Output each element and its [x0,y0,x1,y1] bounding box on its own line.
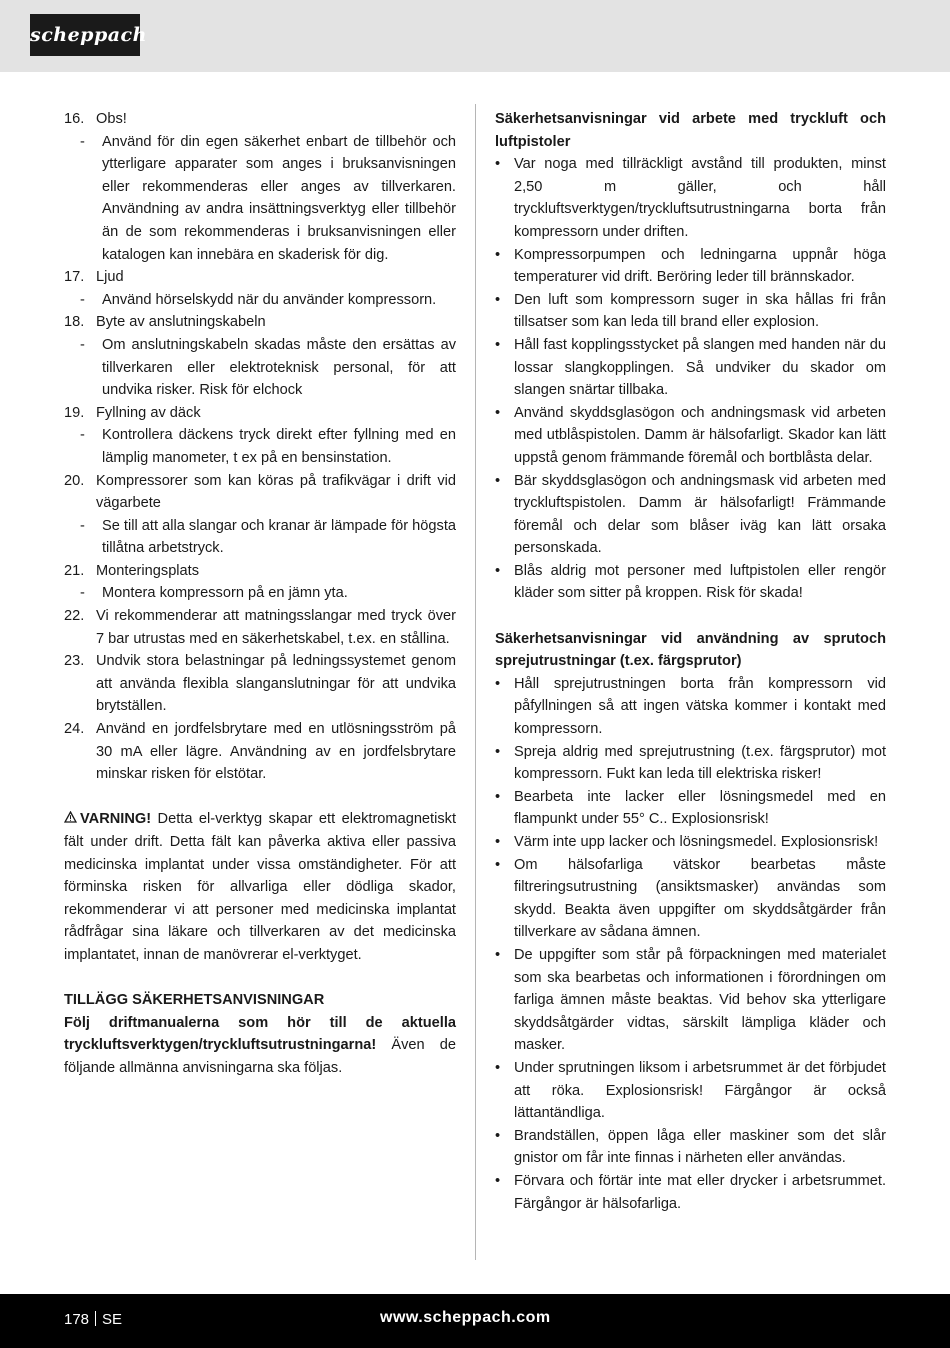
bullet-text: Bearbeta inte lacker eller lösningsmedel med en flampunkt under 55° C.. Explosionsrisk! [514,788,886,828]
sub-item-text: Montera kompressorn på en jämn yta. [102,585,348,602]
bullet-marker: • [495,856,501,873]
item-text: Byte av anslutningskabeln [96,314,266,331]
dash-marker: - [80,133,85,150]
bullet-marker: • [495,675,501,692]
sub-item [64,424,456,469]
bullet-marker: • [495,946,501,963]
numbered-item [64,650,456,718]
bullet-text: Värm inte upp lacker och lösningsmedel. Explosionsrisk! [514,834,879,850]
bullet-item [495,289,886,334]
bullet-item [495,402,886,470]
dash-marker: - [80,517,85,534]
left-column [64,108,456,1080]
bullet-marker: • [495,246,501,263]
item-text: Använd en jordfelsbrytare med en utlösningsström på 30 mA eller lägre. Användning av en jordfelsbrytare minskar risken för elstötar. [96,721,456,783]
numbered-item [64,311,456,334]
dash-marker: - [80,585,85,602]
sub-item [64,131,456,267]
supplement-text: Även de följande allmänna anvisningarna ska följas. [64,1037,456,1076]
bullet-marker: • [495,1059,501,1076]
bullet-item [495,470,886,560]
supplement-paragraph [64,1012,456,1080]
sub-item [64,334,456,402]
bullet-marker: • [495,336,501,353]
numbered-item [64,560,456,583]
bullet-text: Om hälsofarliga vätskor bearbetas måste filtreringsutrustning (ansiktsmasker) användas som skydd. Beakta även uppgifter om skyddsåtgärder från tillverkare av sådana ämnen. [514,856,886,941]
section-title: Säkerhetsanvisningar vid arbete med tryckluft och luftpistoler [495,111,886,150]
bullet-text: Förvara och förtär inte mat eller drycker i arbetsrummet. Färgångor är hälsofarliga. [514,1172,886,1212]
numbered-item [64,266,456,289]
sub-item [64,582,456,605]
sub-item-text: Använd för din egen säkerhet enbart de tillbehör och ytterligare apparater som anges i bruksanvisningen eller rekommenderas eller anges av tillverkaren. Användning av andra insättningsverktyg eller tillbehör än de som rekommenderas i bruksanvisningen eller katalogen kan innebära en skaderisk för dig. [102,133,456,263]
language-code: SE [102,1311,123,1328]
numbered-item [64,718,456,786]
item-text: Obs! [96,111,127,127]
numbered-item [64,605,456,650]
item-number: 16. [64,111,85,127]
bullet-item [495,560,886,605]
item-number: 24. [64,721,85,738]
sub-item [64,515,456,560]
sub-item-text: Om anslutningskabeln skadas måste den ersättas av tillverkaren eller elektroteknisk personal, för att undvika risker. Risk för elchock [102,336,456,399]
bullet-marker: • [495,1127,501,1144]
bullet-text: Använd skyddsglasögon och andningsmask vid arbeten med utblåspistolen. Damm är hälsofarligt. Skador kan lätt uppstå genom främmande föremål och bortblåsta delar. [514,404,886,466]
numbered-instructions [64,108,456,786]
safety-sections [495,108,886,1215]
page-number: 178 [64,1311,90,1328]
bullet-marker: • [495,834,501,850]
bullet-item [495,1125,886,1170]
bullet-item [495,334,886,402]
bullet-item [495,244,886,289]
scheppach-logo: scheppach [30,14,140,56]
bullet-text: Brandställen, öppen låga eller maskiner som det slår gnistor om får inte finnas i närheten eller användas. [514,1127,886,1167]
warning-triangle-icon [64,808,80,831]
bullet-text: Bär skyddsglasögon och andningsmask vid arbeten med tryckluftspistolen. Damm är hälsofarligt! Främmande föremål och delar som blåser iväg kan lätt orsaka personskada. [514,472,886,557]
bullet-item [495,831,886,854]
dash-marker: - [80,336,85,353]
numbered-item [64,402,456,425]
bullet-marker: • [495,472,501,489]
right-column [495,108,886,1215]
bullet-text: Håll fast kopplingsstycket på slangen med handen när du lossar slangkopplingen. Så undviker du skador om slangen snärtar tillbaka. [514,336,886,399]
bullet-item [495,1057,886,1125]
sub-item-text: Se till att alla slangar och kranar är lämpade för högsta tillåtna arbetstryck. [102,517,456,557]
numbered-item [64,470,456,515]
item-number: 20. [64,472,85,489]
item-text: Fyllning av däck [96,404,201,421]
sub-item-text: Använd hörselskydd när du använder kompressorn. [102,291,437,308]
item-number: 19. [64,404,85,421]
dash-marker: - [80,427,85,444]
warning-paragraph [64,808,456,966]
column-divider [475,104,476,1260]
item-text: Vi rekommenderar att matningsslangar med tryck över 7 bar utrustas med en säkerhetskabel, t.ex. en stållina. [96,608,456,647]
warning-text: Detta el-verktyg skapar ett elektromagnetiskt fält under drift. Detta fält kan påverka aktiva eller passiva medicinska implantat under vissa omständigheter. För att förminska risken för allvarliga eller dödliga skador, rekommenderar vi att personer med medicinska implantat rådfrågar sina läkare och tillverkaren av det medicinska implantatet, innan de manövrerar el-verktyget. [64,811,456,963]
bullet-text: Blås aldrig mot personer med luftpistolen eller rengör kläder som sitter på kroppen. Risk för skada! [514,562,886,602]
bullet-marker: • [495,1172,501,1189]
item-text: Monteringsplats [96,562,200,579]
item-number: 21. [64,562,85,579]
bullet-item [495,854,886,944]
dash-marker: - [80,291,85,308]
supplement-bold-text: Följ driftmanualerna som hör till de aktuella tryckluftsverktygen/tryckluftsutrustningarna! [64,1014,456,1054]
footer-separator [95,1311,96,1326]
supplement-title: TILLÄGG SÄKERHETSANVISNINGAR [64,992,325,1009]
bullet-marker: • [495,743,501,760]
bullet-text: Den luft som kompressorn suger in ska hållas fri från tillsatser som kan leda till brand eller explosion. [514,291,886,331]
warning-label: VARNING! [80,811,152,828]
item-number: 23. [64,653,85,670]
bullet-text: Var noga med tillräckligt avstånd till produkten, minst 2,50 m gäller, och håll tryckluftsverktygen/tryckluftsutrustningarna borta från kompressorn under driften. [514,156,886,240]
bullet-item [495,786,886,831]
page-header [0,0,950,72]
numbered-item [64,108,456,131]
bullet-text: Håll sprejutrustningen borta från kompressorn vid påfyllningen så att ingen vätska kommer i kontakt med kompressorn. [514,675,886,738]
bullet-text: De uppgifter som står på förpackningen med materialet som ska bearbetas och informationen i förordningen om farliga ämnen måste beaktas. Vid behov ska ytterligare skyddsåtgärder vidtas, särskilt lämpliga kläder och masker. [514,946,886,1054]
bullet-item [495,153,886,243]
bullet-marker: • [495,291,501,308]
bullet-item [495,944,886,1057]
website-link[interactable]: www.scheppach.com [380,1309,551,1326]
item-number: 17. [64,269,85,286]
bullet-marker: • [495,404,501,421]
bullet-text: Kompressorpumpen och ledningarna uppnår höga temperaturer vid drift. Beröring leder till brännskador. [514,246,886,286]
item-number: 18. [64,314,85,331]
bullet-marker: • [495,562,501,579]
item-text: Ljud [96,269,124,286]
sub-item-text: Kontrollera däckens tryck direkt efter fyllning med en lämplig manometer, t ex på en bensinstation. [102,427,456,466]
item-text: Undvik stora belastningar på ledningssystemet genom att använda flexibla slanganslutningar för att undvika brytställen. [96,653,456,715]
item-number: 22. [64,608,85,625]
page-footer [0,1294,950,1348]
bullet-marker: • [495,788,501,805]
bullet-text: Spreja aldrig med sprejutrustning (t.ex. färgsprutor) mot kompressorn. Fukt kan leda till elektriska risker! [514,743,886,783]
section-title: Säkerhetsanvisningar vid användning av sprutoch sprejutrustningar (t.ex. färgsprutor) [495,630,886,670]
item-text: Kompressorer som kan köras på trafikvägar i drift vid vägarbete [96,472,456,512]
bullet-marker: • [495,156,501,173]
bullet-item [495,1170,886,1215]
bullet-item [495,673,886,741]
bullet-item [495,741,886,786]
page-number-label [64,1311,122,1328]
sub-item [64,289,456,312]
bullet-text: Under sprutningen liksom i arbetsrummet är det förbjudet att röka. Explosionsrisk! Färgångor är också lättantändliga. [514,1059,886,1122]
